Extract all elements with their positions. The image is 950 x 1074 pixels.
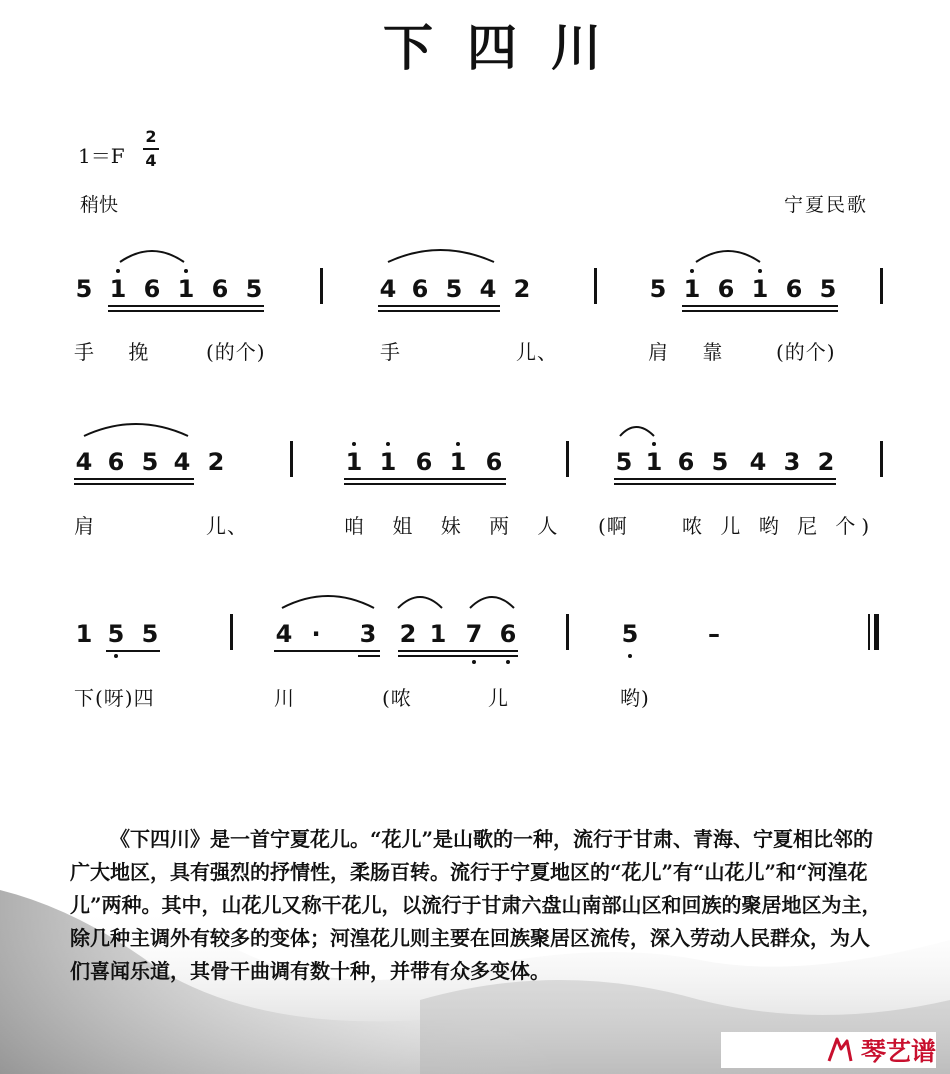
note: 4 xyxy=(479,275,497,303)
note: 6 xyxy=(411,275,429,303)
barline xyxy=(880,441,883,477)
lyric: 手 xyxy=(380,340,401,364)
note: 5 xyxy=(621,620,639,648)
lyric: 儿、 xyxy=(516,340,558,364)
note: 6 xyxy=(677,448,695,476)
note: · xyxy=(311,620,321,648)
lyric: (啊 xyxy=(598,514,628,538)
note: – xyxy=(708,620,720,648)
note: 1 xyxy=(75,620,93,648)
slur xyxy=(696,251,760,262)
note: 2 xyxy=(513,275,531,303)
note: 5 xyxy=(75,275,93,303)
lyric: 哝 儿 哟 尼 个) xyxy=(682,514,876,538)
lyric: (的个) xyxy=(206,340,266,364)
barline xyxy=(566,614,569,650)
description-paragraph: 《下四川》是一首宁夏花儿。“花儿”是山歌的一种，流行于甘肃、青海、宁夏相比邻的广大地区，具有强烈的抒情性，柔肠百转。流行于宁夏地区的“花儿”有“山花儿”和“河湟花儿”两种。其中，山花儿又称干花儿，以流行于甘肃六盘山南部山区和回族的聚居地区为主，除几种主调外有较多的变体；河湟花儿则主要在回族聚居区流传，深入劳动人民群众，为人们喜闻乐道，其骨干曲调有数十种，并带有众多变体。 xyxy=(70,827,882,983)
barline xyxy=(290,441,293,477)
lyric: 哟) xyxy=(620,686,650,710)
note: 1 xyxy=(751,275,769,303)
note: 5 xyxy=(819,275,837,303)
lyric: 咱 姐 妹 两 人 xyxy=(344,514,569,538)
final-barline-thick xyxy=(874,614,879,650)
barline xyxy=(320,268,323,304)
note: 6 xyxy=(107,448,125,476)
slur xyxy=(84,424,188,436)
note: 5 xyxy=(711,448,729,476)
page-title: 下四川 xyxy=(383,18,635,77)
lyric: (的个) xyxy=(776,340,836,364)
note: 6 xyxy=(499,620,517,648)
tempo-marking: 稍快 xyxy=(80,194,119,216)
note: 2 xyxy=(817,448,835,476)
note: 6 xyxy=(717,275,735,303)
note: 4 xyxy=(275,620,293,648)
lyric: 肩 xyxy=(74,514,95,538)
lyric: 川 xyxy=(274,686,295,710)
note: 5 xyxy=(141,620,159,648)
slur xyxy=(282,596,374,608)
note: 1 xyxy=(645,448,663,476)
note: 3 xyxy=(783,448,801,476)
lyric: 儿 xyxy=(488,686,509,710)
note: 4 xyxy=(173,448,191,476)
note: 2 xyxy=(207,448,225,476)
note: 1 xyxy=(449,448,467,476)
time-signature-top: 2 xyxy=(145,127,157,146)
slur xyxy=(398,597,442,608)
qinyipu-logo-icon xyxy=(825,1035,855,1065)
note: 4 xyxy=(749,448,767,476)
barline xyxy=(880,268,883,304)
note: 4 xyxy=(75,448,93,476)
note: 5 xyxy=(615,448,633,476)
note: 5 xyxy=(445,275,463,303)
note: 1 xyxy=(177,275,195,303)
note: 2 xyxy=(399,620,417,648)
note: 6 xyxy=(785,275,803,303)
key-signature: 1＝F xyxy=(78,144,125,168)
barline xyxy=(566,441,569,477)
slur xyxy=(388,250,494,262)
note: 1 xyxy=(379,448,397,476)
slur xyxy=(120,251,184,262)
barline xyxy=(230,614,233,650)
note: 6 xyxy=(143,275,161,303)
note: 4 xyxy=(379,275,397,303)
note: 5 xyxy=(141,448,159,476)
note: 1 xyxy=(683,275,701,303)
lyric: 儿、 xyxy=(206,514,248,538)
barline xyxy=(594,268,597,304)
watermark-text: 琴艺谱 xyxy=(860,1037,936,1066)
note: 5 xyxy=(649,275,667,303)
note: 5 xyxy=(245,275,263,303)
note: 5 xyxy=(107,620,125,648)
slur xyxy=(620,427,654,436)
lyric: 下(呀)四 xyxy=(74,686,155,710)
note: 6 xyxy=(211,275,229,303)
note: 1 xyxy=(429,620,447,648)
note: 6 xyxy=(485,448,503,476)
composer-credit: 宁夏民歌 xyxy=(784,194,869,216)
time-signature-bottom: 4 xyxy=(145,151,157,170)
note: 6 xyxy=(415,448,433,476)
note: 7 xyxy=(465,620,483,648)
note: 1 xyxy=(345,448,363,476)
final-barline-thin xyxy=(868,614,870,650)
watermark-logo xyxy=(721,1032,936,1068)
slur xyxy=(470,597,514,608)
lyric: 肩 靠 xyxy=(648,340,737,364)
note: 1 xyxy=(109,275,127,303)
lyric: (哝 xyxy=(382,686,412,710)
note: 3 xyxy=(359,620,377,648)
lyric: 手 挽 xyxy=(74,340,163,364)
